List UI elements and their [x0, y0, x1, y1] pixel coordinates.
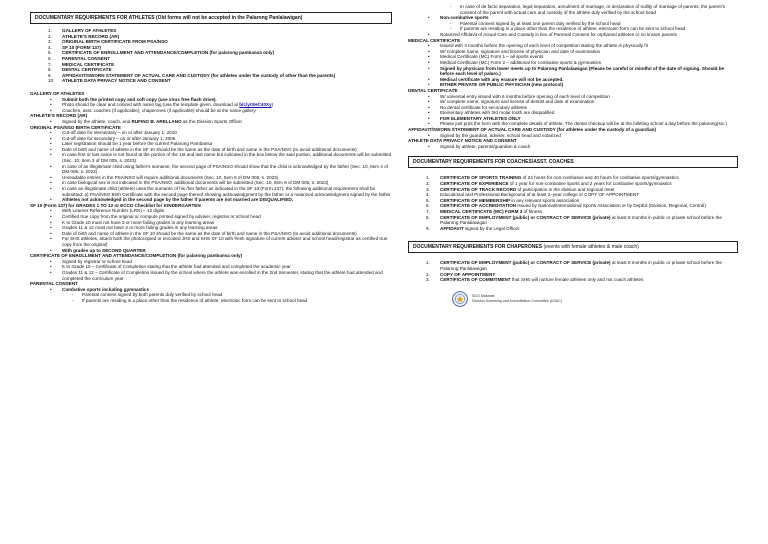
- athletes-requirements-column: [30, 12, 392, 304]
- list-item: • Elementary athletes with 3rd molar tooth are disqualified: [428, 110, 555, 116]
- list-item: • Issued with 3 months before the opening of each level of competition stating the athlete is physically fit: [428, 43, 648, 49]
- sub-list-item: - Parental consent signed by at least one parent duly verified by the school head: [450, 20, 621, 26]
- list-item: 10. ATHLETE DATA PRIVACY NOTICE AND CONSENT: [48, 78, 171, 84]
- seal-line-1: SDO Masbate: [472, 294, 495, 299]
- list-item: 2. ATHLETE'S RECORD (AR): [48, 33, 120, 39]
- list-item: • Submit both the printed copy and soft copy (use virus free flash drive).: [50, 96, 217, 102]
- seal-line-2: Division Screening and Accreditation Committee (DSAC): [472, 298, 563, 303]
- list-item: • Cut-off date for secondary – on or after January 1, 2005: [50, 135, 176, 141]
- list-item: 8. DENTAL CERTIFICATE: [48, 67, 112, 73]
- list-item: • EITHER PRIVATE OR PUBLIC PHYSICIAN (new protocol): [428, 82, 564, 88]
- list-item: 3. CERTIFICATE OF COMMITMENT that SHE will nurture female athletes only and not coach athletes: [426, 277, 644, 283]
- sf10-section-title: SF 10 (Form 137) for GRADES 1 TO 12 or ECCD Checklist for KINDERGARTEN: [30, 202, 201, 208]
- list-item: • Signed by the athlete, coach, and RUFINO B. ARELLANO as the Division Sports Officer: [50, 118, 243, 124]
- sdo-seal: [452, 291, 738, 307]
- list-item: • K to Grade 10 – Certificate of Completion stating that the athlete had attended and completed the academic year: [50, 264, 291, 270]
- privacy-section-title: ATHLETE DATA PRIVACY NOTICE AND CONSENT: [408, 138, 517, 144]
- birth-section-title: ORIGINAL PSA/NSO BIRTH CERTIFICATE: [30, 124, 121, 130]
- list-item: • Date of birth and name of athlete in the SF 10 should be the same as the date of birth and name in the PSA/NSO (to avoid additional documents): [50, 146, 357, 152]
- list-item: • Athletes not acknowledged in the second page by the father if parents are not married are DISQUALIFIED.: [50, 197, 294, 203]
- list-item: 9. AFFIDAVIT signed by the Legal Officer: [426, 225, 520, 231]
- list-item: 1. GALLERY OF ATHLETES: [48, 28, 117, 33]
- list-item: • For SHS athletes, attach both the photocopied or encoded JHS and SHS SF 10 with fresh signature of current adviser and school head/registrar as certified true copy from the original): [50, 236, 388, 247]
- enrollment-section-title: CERTIFICATE OF ENROLLMENT AND ATTENDANCE/COMPLETION (for palarong pambansa only): [30, 253, 243, 259]
- list-item: • Please just print the form with the complete details of athlete. The dental checkup will be at the billeting school a day before the palarong(sic.): [428, 121, 727, 127]
- record-section-title: ATHLETE'S RECORD (AR): [30, 113, 88, 119]
- dental-section-title: DENTAL CERTIFICATE: [408, 87, 458, 93]
- list-item: • K to Grade 10 must not have 3 or more failing grades in any learning areas: [50, 219, 215, 225]
- list-item: • Medical Certificate (MC) Form 1 – all sports events: [428, 54, 544, 60]
- gallery-section-title: GALLERY OF ATHLETES: [30, 90, 85, 96]
- list-item: • Notarized Affidavit of Actual Care and Custody in lieu of Parental Consent for orphaned athletes or no known parents: [428, 31, 677, 37]
- list-item: • Signed by physician from lower meets up to Palarong Panlalawigan (Please be careful or mindful of the date of signing. Should be before each level of palaro.): [428, 65, 725, 77]
- list-item: • Signed by the guardian, adviser, school head and notarized: [428, 132, 561, 138]
- list-item: • Later registration should be 1 year before the current Palarong Pambansa: [50, 141, 213, 147]
- list-item: 5. CERTIFICATE OF ENROLLMENT AND ATTENDANCE/COMPLETION (for palarong pambansa only): [48, 50, 275, 56]
- list-item: 2. CERTIFICATE OF EXPERIENCE of 1 year for non-combative sports and 2 years for combative sports/gymnastics: [426, 181, 672, 187]
- list-item: • Signed by athlete, parents/guardian & coach: [428, 143, 531, 149]
- list-item: • With Learner Reference Number (LRN) – 12 digits: [50, 208, 165, 214]
- athletes-requirements-list: [30, 28, 392, 84]
- medical-section-title: MEDICAL CERTIFICATE: [408, 37, 461, 43]
- parental-section-title: PARENTAL CONSENT: [30, 281, 78, 287]
- list-item: • Cut-off date for elementary – on or after January 1, 2010: [50, 130, 177, 136]
- sub-list-item: - In case of de facto separation, legal separation, annulment of marriage, or declaration of nullity of marriage of parents, the parent's consent of the parent with actual care and custody of the athlete duly verified by the school head: [450, 4, 725, 15]
- list-item: • FOR ELEMENTARY ATHLETES ONLY: [428, 115, 521, 121]
- list-item: 6. PARENTAL CONSENT: [48, 55, 110, 61]
- list-item: 6. CERTIFICATE OF ACCREDITATION issued by National/International Sports Association or by DepEd (Division, Regional, Central): [426, 203, 706, 209]
- list-item: • With grades up to SECOND QUARTER: [50, 247, 146, 253]
- list-item: • W/ complete name, signature and license of dentist and date of examination: [428, 99, 595, 105]
- list-item: • In case an illegitimate child (athlete) uses the surname of his /her father as indicated in the SF 10 (Form 137), the following additional requirement shall be submitted: a) PSA/NSO Birth Certificate with the second page thereof showing acknowledgment by the father or a notarized acknowledgment signed by the father.: [50, 186, 392, 197]
- list-item: 8. CERTIFICATE OF EMPLOYMENT (public) or CONTRACT OF SERVICE (private) at least 6 months in public or private school before the Palarong Panlalawigan: [426, 214, 722, 226]
- template-download-link[interactable]: bit.ly/SHC40Xy: [239, 102, 272, 108]
- list-item: 4. SF 10 (FORM 137): [48, 44, 102, 50]
- coaches-requirements-header: DOCUMENTARY REQUIREMENTS FOR COACHES/ASST. COACHES: [408, 156, 738, 168]
- list-item: • Grades 11 & 12 must not have 3 or more failing grades in any learning areas: [50, 225, 218, 231]
- sub-list-item: - Parental consent signed by both parents duly verified by school head: [72, 292, 223, 298]
- list-item: • No dental certificate for secondary athletes: [428, 104, 528, 110]
- list-item: 3. ORIGINAL BIRTH CERTIFICATE FROM PSA/NSO: [48, 39, 168, 45]
- sub-list-item: - If parents are residing in a place other than the residence of athlete, electronic form can be sent to school head: [450, 26, 686, 32]
- list-item: • Combative sports including gymnastics: [50, 286, 150, 292]
- list-item: 7. MEDICAL CERTIFICATE (MC) FORM 3 of fitness: [426, 209, 542, 214]
- list-item: 4. Educational and Professional Background of at least 2–year college or COPY OF APPOINTMENT: [426, 192, 640, 198]
- list-item: 1. CERTIFICATE OF EMPLOYMENT (public) or CONTRACT OF SERVICE (private) at least 6 months in public or private school before the Palarong Panlalawigan: [426, 260, 722, 271]
- list-item: • In case biological sex is not indicated in the PSA/NSO, additional documents will be submitted (Sec. 10, Item 8 of DM 005, s. 2023): [50, 180, 329, 186]
- list-item: 7. MEDICAL CERTIFICATE: [48, 61, 115, 67]
- list-item: • Coaches, asst. coaches (if applicable), chaperones (if applicable) should be at the same gallery: [50, 107, 256, 113]
- sub-list-item: - If parents are residing in a place other than the residence of athlete, electronic form can be sent to school head: [72, 297, 308, 303]
- list-item: • In case first or last name is not found at the portion of the 1st and last name but indicated in the box below the said portion, additional documents will be submitted (Sec. 10, Item 3 of DM 005, s. 2023): [50, 152, 392, 164]
- list-item: 3. CERTIFICATE OF TRACK RECORD of participation in the division and regional meet: [426, 186, 615, 192]
- list-item: • Signed by registrar or school head: [50, 258, 132, 264]
- list-item: • Medical Certificate (MC) Form 2 – additional for combative sports & gymnastics: [428, 59, 602, 65]
- list-item: 9. AFFIDAVIT/SWORN STATEMENT OF ACTUAL CARE AND CUSTODY (for athletes under the custody of other than the parents): [48, 72, 336, 78]
- list-item: 5. CERTIFICATE OF MEMBERSHIP in any relevant sports association: [426, 197, 580, 203]
- chaperones-requirements-header: DOCUMENTARY REQUIREMENTS FOR CHAPERONES (events with female athletes & male coach): [408, 241, 738, 253]
- list-item: • W/ complete name, signature and license of physician and date of examination: [428, 48, 601, 54]
- list-item: • Date of birth and name of athlete in the SF 10 should be the same as the date of birth and name in the PSA/NSO (to avoid additional documents): [50, 230, 357, 236]
- list-item: • Unreadable entries in the PSA/NSO will require additional documents (Sec. 10, Item 5 of DM 005, s. 2023): [50, 174, 279, 180]
- list-item: • Grades 11 & 12 – Certificate of Completion issued by the school where the athlete was enrolled in the 2nd Semester, stating that the athlete had attended and completed the curriculum year: [50, 269, 383, 281]
- list-item: • W/ universal entry issued with 6 months before opening of each level of competition: [428, 93, 610, 99]
- list-item: • Photo should be clear and colored with name tag (use the template given, download at bit.ly/SHC40Xy): [50, 102, 274, 108]
- list-item: 2. COPY OF APPOINTMENT: [426, 271, 496, 277]
- seal-icon: [452, 291, 468, 307]
- list-item: 1. CERTIFICATE OF SPORTS TRAINING of 24 hours for non-combative and 40 hours for combative sports/gymnastics: [426, 175, 679, 181]
- right-column: [408, 4, 738, 307]
- list-item: • Certified true copy from the original or compute printed signed by adviser, registrar or school head: [50, 214, 261, 219]
- list-item: • Medical certificate with any erasure will not be accepted.: [428, 76, 564, 82]
- affidavit-section-title: AFFIDAVIT/SWORN STATEMENT OF ACTUAL CARE AND CUSTODY (for athletes under the custody of a guardian): [408, 127, 656, 133]
- list-item: • Non-combative sports: [428, 15, 489, 21]
- athletes-requirements-header: DOCUMENTARY REQUIREMENTS FOR ATHLETES (Old forms will not be accepted in the Palarong Panlalawigan): [30, 12, 392, 24]
- list-item: • In case of an illegitimate child using father's surname, the second page of PSA/NSO should show that the child is acknowledged by the father (Sec. 10, Item 4 of DM 005, s. 2023): [50, 163, 388, 175]
